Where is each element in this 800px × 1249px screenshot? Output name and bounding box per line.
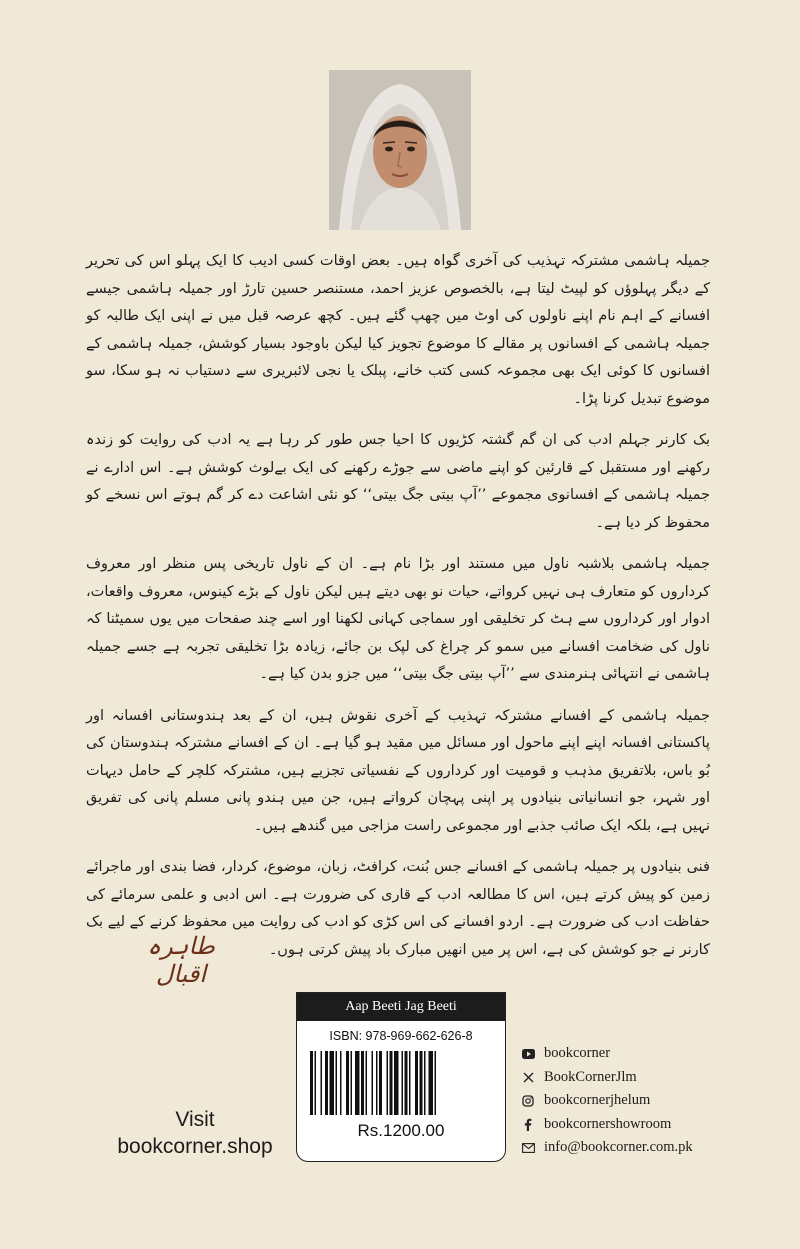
paragraph-3: جمیلہ ہاشمی بلاشبہ ناول میں مستند اور بڑا نام ہے۔ ان کے ناول تاریخی پس منظر اور معروف کرداروں کو متعارف ہی نہیں کرواتے، حیات نو بھی دیتے ہیں لیکن ناول کے بڑے کینوس، معروف واقعات، ادوار اور کرداروں سے ہٹ کر تخلیقی اور سماجی کہانی لکھنا اور اسے چند صفحات میں یوں سمیٹنا کہ ناول کی ضخامت افسانے میں سمو کر چراغ کی لپک بن جائے، زیادہ بڑا تخلیقی تجربہ ہے جسے جمیلہ ہاشمی نے انتہائی ہنرمندی سے ’’آپ بیتی جگ بیتی‘‘ میں جزو بدن کیا ہے۔ [86, 556, 710, 682]
email-icon [521, 1141, 535, 1155]
x-icon [521, 1070, 535, 1084]
contact-x-label: BookCornerJlm [544, 1068, 637, 1085]
paragraph-4: جمیلہ ہاشمی کے افسانے مشترکہ تہذیب کے آخری نقوش ہیں، ان کے بعد ہندوستانی افسانہ اور پاکستانی افسانہ اپنے اپنے ماحول اور مسائل میں مقید ہو گیا ہے۔ ان کے افسانے مشترکہ ہندوستان کی بُو باس، بلاتفریق مذہب و قومیت اور کرداروں کے نفسیاتی تجزیے ہیں، مشترکہ کلچر کے حامل دیہات اور شہر، جو انسانیاتی بنیادوں پر اپنی پہچان کرواتے ہیں، جن میں ہندو پانی مسلم پانی کی تفریق نہیں ہے، بلکہ ایک صائب جذبے اور مجموعی راست مزاجی میں گندھے ہیں۔ [86, 707, 710, 834]
author-portrait [329, 70, 471, 230]
book-title: Aap Beeti Jag Beeti [297, 993, 505, 1021]
paragraph-5: فنی بنیادوں پر جمیلہ ہاشمی کے افسانے جس بُنت، کرافٹ، زبان، موضوع، کردار، فضا بندی اور ماجرائے زمین کو پیش کرتے ہیں، اس کا مطالعہ ادب کے قاری کی ضرورت ہے۔ اس ادبی و علمی سرمائے کی حفاظت ادب کی ضرورت ہے۔ اردو افسانے کی اس کڑی کو ادب کی روایت میں محفوظ کرنے کے لیے بک کارنر نے جو کوشش کی ہے، اس پر میں انھیں مبارک باد پیش کرتی ہوں۔ [86, 859, 710, 958]
facebook-icon [521, 1117, 535, 1131]
paragraph-1: جمیلہ ہاشمی مشترکہ تہذیب کی آخری گواہ ہیں۔ بعض اوقات کسی ادیب کا ایک پہلو اس کی تحریر کے دیگر پہلوؤں کو لپیٹ لیتا ہے، بالخصوص عزیز احمد، مستنصر حسین تارڑ اور جمیلہ ہاشمی جیسے افسانے کے اہم نام اپنے ناولوں کی اوٹ میں چھپ گئے ہیں۔ کچھ عرصہ قبل میں نے اپنی ایک طالبہ کو جمیلہ ہاشمی کے افسانوں پر مقالے کا موضوع تجویز کیا لیکن باوجود بسیار کوشش، جمیلہ ہاشمی کے افسانوں کا کوئی ایک بھی مجموعہ کسی کتب خانے، پبلک یا نجی لائبریری سے دستیاب نہ ہو سکا، سو موضوع تبدیل کرنا پڑا۔ [86, 253, 710, 407]
contact-facebook-label: bookcornershowroom [544, 1115, 672, 1132]
contact-instagram[interactable] [521, 1089, 791, 1113]
signature-text: طاہرہ اقبال [147, 932, 215, 988]
barcode-block [296, 992, 506, 1162]
visit-website[interactable] [100, 1106, 290, 1160]
contact-instagram-label: bookcornerjhelum [544, 1092, 651, 1109]
contact-facebook[interactable] [521, 1113, 791, 1137]
paragraph-2: بک کارنر جہلم ادب کی ان گم گشتہ کڑیوں کا احیا جس طور کر رہا ہے یہ ادب کی روایت کو زندہ رکھنے اور مستقبل کے قارئین کو اپنے ماضی سے جوڑے رکھنے کی ایک بےلوث کوشش ہے۔ اس ادارے نے جمیلہ ہاشمی کے افسانوی مجموعے ’’آپ بیتی جگ بیتی‘‘ کو نئی اشاعت دے کر گم ہوتے اس نسخے کو محفوظ کر دیا ہے۔ [86, 432, 710, 531]
signature [126, 932, 236, 988]
contact-x[interactable] [521, 1066, 791, 1090]
instagram-icon [521, 1094, 535, 1108]
contact-youtube-label: bookcorner [544, 1045, 611, 1062]
barcode [310, 1051, 492, 1115]
visit-label: Visit [175, 1108, 215, 1131]
contacts-list [521, 1042, 791, 1160]
contact-email[interactable] [521, 1136, 791, 1160]
isbn: ISBN: 978-969-662-626-8 [329, 1029, 473, 1043]
body-text [86, 248, 710, 978]
website-link[interactable]: bookcorner.shop [117, 1135, 273, 1158]
contact-youtube[interactable] [521, 1042, 791, 1066]
price: Rs.1200.00 [357, 1121, 445, 1140]
contact-email-label: info@bookcorner.com.pk [544, 1139, 693, 1156]
youtube-icon [521, 1047, 535, 1061]
